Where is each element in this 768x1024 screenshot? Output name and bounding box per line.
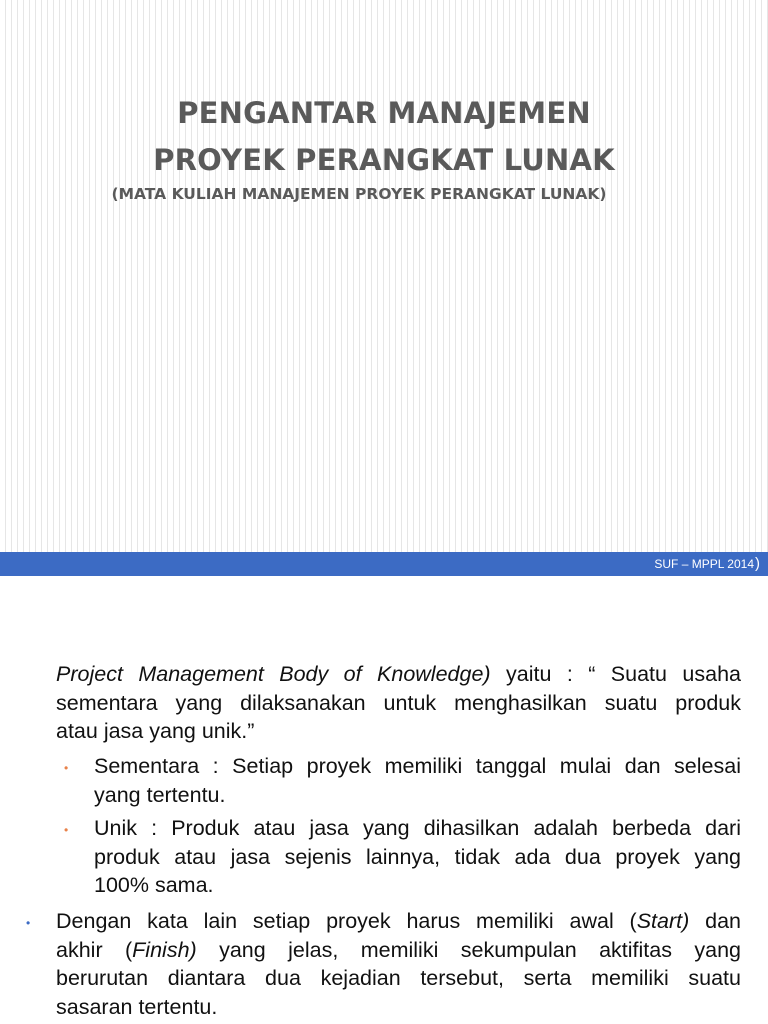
footer-bar [0, 552, 768, 576]
footer-label [654, 555, 760, 573]
bullet-sementara-line-1: Sementara : Setiap proyek memiliki tanggal mulai dan selesai [94, 754, 741, 778]
bullet-sementara [94, 752, 741, 809]
start-italic: Start) [636, 909, 690, 933]
bullet3-line-2-a: akhir ( [56, 937, 133, 962]
bullet3-line-4: sasaran tertentu. [56, 994, 218, 1019]
intro-line-1 [56, 660, 741, 689]
footer-text: SUF – MPPL 2014 [654, 557, 754, 571]
bullet-marker-1: • [64, 761, 69, 775]
intro-line-3: atau jasa yang unik.” [56, 719, 255, 743]
slide-title-line-2: PROYEK PERANGKAT LUNAK [153, 143, 615, 177]
bullet-unik-line-2: produk atau jasa sejenis lainnya, tidak ada dua proyek yang [94, 844, 741, 869]
intro-paragraph [56, 660, 741, 746]
bullet-sementara-line-2: yang tertentu. [94, 782, 226, 807]
bullet-marker-2: • [64, 823, 69, 837]
pmbok-italic: Project Management Body of Knowledge) [56, 662, 491, 686]
slide-subtitle: (MATA KULIAH MANAJEMEN PROYEK PERANGKAT LUNAK) [111, 185, 607, 203]
content-slide [0, 576, 768, 1024]
slide-title-line-1: PENGANTAR MANAJEMEN [177, 96, 591, 130]
bullet-dengan-kata-lain [56, 907, 741, 1021]
bullet-unik-line-1: Unik : Produk atau jasa yang dihasilkan adalah berbeda dari [94, 816, 741, 840]
finish-italic: Finish) [132, 937, 197, 962]
slide-title [0, 90, 768, 184]
footer-paren: ) [755, 555, 760, 572]
bullet-unik [94, 814, 741, 900]
bullet3-line-2-b: yang jelas, memiliki sekumpulan aktifitas yang [196, 937, 741, 962]
bullet-marker-3: • [26, 916, 31, 930]
bullet3-line-3: berurutan diantara dua kejadian tersebut, serta memiliki suatu [56, 966, 741, 990]
intro-line-2: sementara yang dilaksanakan untuk menghasilkan suatu produk [56, 690, 741, 715]
bullet3-line-1-b: dan [689, 909, 741, 933]
bullet-unik-line-3: 100% sama. [94, 873, 214, 897]
intro-line-1-rest: yaitu : “ Suatu usaha [490, 662, 741, 686]
bullet3-line-1 [56, 907, 741, 936]
bullet3-line-2 [56, 936, 741, 965]
bullet3-line-1-a: Dengan kata lain setiap proyek harus memiliki awal ( [56, 909, 637, 933]
